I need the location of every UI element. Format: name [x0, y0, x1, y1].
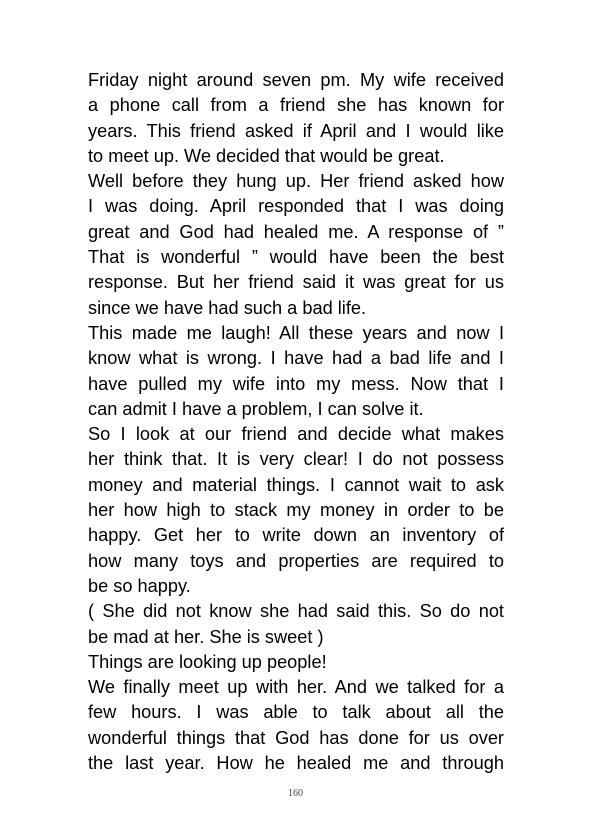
- text-line: Well before they hung up. Her friend asked how: [88, 171, 504, 192]
- text-line: response. But her friend said it was great for us: [88, 272, 504, 293]
- text-line: know what is wrong. I have had a bad life and I: [88, 348, 504, 369]
- text-line: the last year. How he healed me and through: [88, 753, 504, 774]
- text-line: her think that. It is very clear! I do not possess: [88, 449, 504, 470]
- text-line: be so happy.: [88, 575, 191, 596]
- text-line: Things are looking up people!: [88, 651, 327, 672]
- text-line: I was doing. April responded that I was doing: [88, 196, 504, 217]
- text-line: to meet up. We decided that would be great.: [88, 145, 445, 166]
- text-line: That is wonderful ” would have been the best: [88, 247, 504, 268]
- text-line: money and material things. I cannot wait to ask: [88, 474, 504, 495]
- text-line: We finally meet up with her. And we talked for a: [88, 677, 504, 698]
- text-line: years. This friend asked if April and I would like: [88, 120, 504, 141]
- page-number: 160: [288, 788, 303, 799]
- text-line: happy. Get her to write down an inventory of: [88, 525, 504, 546]
- body-text: [88, 68, 504, 776]
- text-line: So I look at our friend and decide what makes: [88, 424, 504, 445]
- text-line: few hours. I was able to talk about all the: [88, 702, 504, 723]
- text-line: ( She did not know she had said this. So do not: [88, 601, 504, 622]
- paragraph-2: [88, 169, 504, 321]
- text-line: This made me laugh! All these years and now I: [88, 322, 504, 343]
- text-line: be mad at her. She is sweet ): [88, 626, 324, 647]
- paragraph-6: [88, 650, 504, 675]
- text-line: wonderful things that God has done for us over: [88, 727, 504, 748]
- text-line: her how high to stack my money in order to be: [88, 500, 504, 521]
- paragraph-1: [88, 68, 504, 169]
- paragraph-3: [88, 321, 504, 422]
- paragraph-4: [88, 422, 504, 599]
- text-line: Friday night around seven pm. My wife received: [88, 70, 504, 90]
- paragraph-5: [88, 599, 504, 650]
- text-line: a phone call from a friend she has known for: [88, 95, 504, 116]
- paragraph-7: [88, 675, 504, 776]
- text-line: have pulled my wife into my mess. Now that I: [88, 373, 504, 394]
- text-line: can admit I have a problem, I can solve it.: [88, 398, 424, 419]
- text-line: how many toys and properties are required to: [88, 550, 504, 571]
- text-line: great and God had healed me. A response of ”: [88, 221, 504, 242]
- text-line: since we have had such a bad life.: [88, 297, 367, 318]
